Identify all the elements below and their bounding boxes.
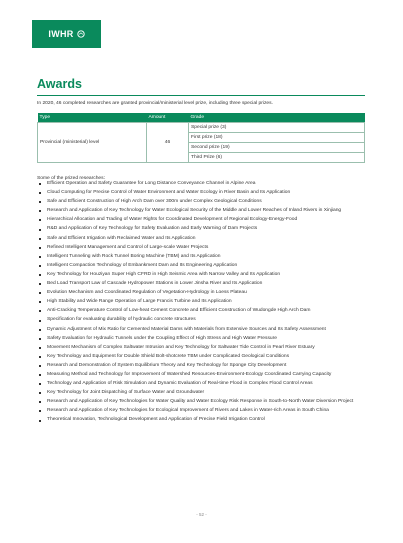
cell-grade: Second prize (19): [189, 143, 365, 153]
list-item: Cloud Computing for Precise Control of Water Environment and Water Ecology in River Basin and Its Application: [37, 190, 367, 196]
list-item: Key Technology for Houziyan Super High CFRD in High Seismic Area with Narrow Valley and Its Application: [37, 272, 367, 278]
list-item: High Stability and Wide Range Operation of Large Francis Turbine and Its Application: [37, 299, 367, 305]
list-item: Intelligent Compaction Technology of Embankment Dam and Its Engineering Application: [37, 263, 367, 269]
header-amount: Amount: [147, 113, 189, 123]
list-item: Movement Mechanism of Complex Saltwater Intrusion and Key Technology for Saltwater Tide Control in Pearl River Estuary: [37, 345, 367, 351]
header-type: Type: [38, 113, 147, 123]
list-item: Safety Evaluation for Hydraulic Tunnels under the Coupling Effect of High Stress and High Water Pressure: [37, 336, 367, 342]
list-intro: Some of the prized researches：: [37, 176, 109, 181]
list-item: Bed Load Transport Law of Cascade Hydropower Stations in Lower Jinsha River and Its Application: [37, 281, 367, 287]
awards-table: [37, 113, 365, 163]
list-item: Key Technology for Joint Dispatching of Surface Water and Groundwater: [37, 390, 367, 396]
title-divider: [37, 95, 365, 96]
list-item: Hierarchical Allocation and Trading of Water Rights for Coordinated Development of Regional Ecology-Energy-Food: [37, 217, 367, 223]
list-item: Measuring Method and Technology for Improvement of Watershed Resources-Environment-Ecology Coordinated Carrying Capacity: [37, 372, 367, 378]
list-item: Anti-Cracking Temperature Control of Low-heat Cement Concrete and Efficient Construction of Wudongde High Arch Dam: [37, 308, 367, 314]
table-header-row: [38, 113, 365, 123]
cell-amount: 46: [147, 123, 189, 163]
header-grade: Grade: [189, 113, 365, 123]
list-item: Technology and Application of Risk Simulation and Dynamic Evaluation of Real-time Flood in Complex Flood Control Areas: [37, 381, 367, 387]
list-item: Dynamic Adjustment of Mix Ratio for Cemented Material Dams with Materials from Extensive Sources and Its Safety Assessment: [37, 327, 367, 333]
list-item: Research and Application of Key Technologies for Ecological Improvement of Rivers and Lakes in Water-rich Areas in South China: [37, 408, 367, 414]
list-item: Specification for evaluating durability of hydraulic concrete structures: [37, 317, 367, 323]
research-list: [37, 181, 367, 427]
table-row: [38, 123, 365, 133]
list-item: Research and Application of Key Technologies for Water Quality and Water Ecology Risk Response in South-to-North Water Diversion Project: [37, 399, 367, 405]
list-item: Safe and Efficient Irrigation with Reclaimed Water and Its Application: [37, 236, 367, 242]
cell-grade: Third Prize (6): [189, 153, 365, 163]
cell-grade: First prize (18): [189, 133, 365, 143]
intro-paragraph: In 2020, 46 completed researches are granted provincial/ministerial level prize, including three special prizes.: [37, 101, 273, 106]
list-item: Intelligent Tunneling with Rock Tunnel Boring Machine (TBM) and Its Application: [37, 254, 367, 260]
page-title: Awards: [37, 77, 82, 91]
list-item: R&D and Application of Key Technology for Safety Evaluation and Early Warning of Dam Projects: [37, 226, 367, 232]
side-margin: [0, 0, 32, 543]
list-item: Refined Intelligent Management and Control of Large-scale Water Projects: [37, 245, 367, 251]
logo-text: IWHR: [48, 29, 74, 39]
list-item: Efficient Operation and Safety Guarantee for Long Distance Conveyance Channel in Alpine Area: [37, 181, 367, 187]
list-item: Key Technology and Equipment for Double Shield Bolt-shotcrete TBM under Complicated Geological Conditions: [37, 354, 367, 360]
page-number: - 52 -: [196, 512, 207, 517]
list-item: Research and Demonstration of System Equilibrium Theory and Key Technology for Sponge City Development: [37, 363, 367, 369]
water-drop-icon: [77, 30, 85, 38]
list-item: Theoretical Innovation, Technological Development and Application of Precise Field Irrigation Control: [37, 417, 367, 423]
list-item: Research and Application of Key Technology for Water Ecological Security of the Middle and Lower Reaches of Inland Rivers in Xinjiang: [37, 208, 367, 214]
list-item: Evolution Mechanism and Coordinated Regulation of Vegetation-Hydrology in Loess Plateau: [37, 290, 367, 296]
iwhr-logo: [32, 20, 101, 48]
list-item: Safe and Efficient Construction of High Arch Dam over 300m under Complex Geological Conditions: [37, 199, 367, 205]
cell-type: Provincial (ministerial) level: [38, 123, 147, 163]
cell-grade: Special prize (3): [189, 123, 365, 133]
